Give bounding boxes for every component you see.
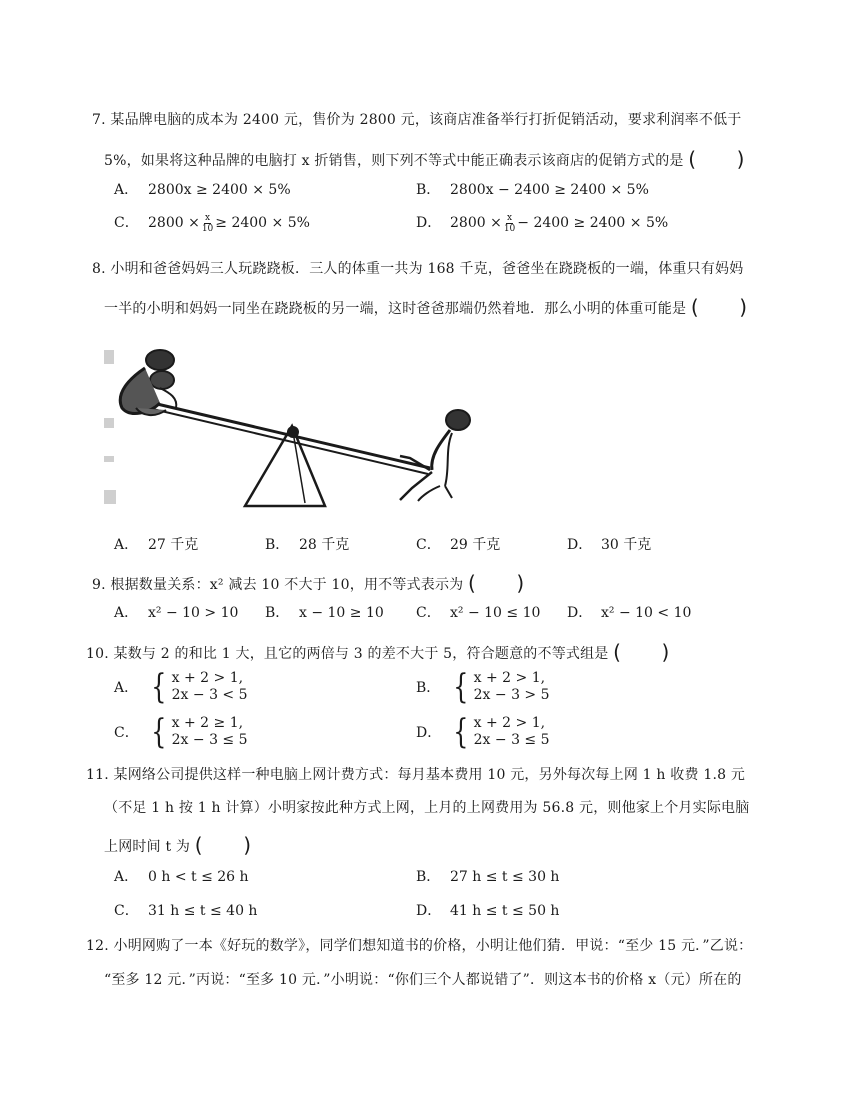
q12-stem-line1: 12. 小明网购了一本《好玩的数学》，同学们想知道书的价格，小明让他们猜．甲说：“至少 15 元．”乙说： bbox=[86, 938, 753, 954]
option-pre: 2800 × bbox=[450, 215, 502, 231]
option-text: 2800x − 2400 ≥ 2400 × 5% bbox=[450, 182, 649, 198]
q9-option-c[interactable] bbox=[416, 602, 540, 622]
option-label: A． bbox=[114, 869, 139, 885]
option-label: B． bbox=[416, 869, 441, 885]
option-label: D． bbox=[416, 725, 442, 741]
q7-answer-paren: ( ) bbox=[688, 147, 745, 171]
q7-option-a[interactable] bbox=[114, 179, 291, 199]
brace-icon: { bbox=[453, 712, 469, 752]
q9-option-b[interactable] bbox=[265, 602, 384, 622]
q10-stem-text: 10. 某数与 2 的和比 1 大，且它的两倍与 3 的差不大于 5，符合题意的不等式组是 bbox=[86, 646, 609, 662]
q10-option-b[interactable] bbox=[416, 667, 550, 707]
q7-stem-line2 bbox=[104, 143, 745, 172]
q10-answer-paren: ( ) bbox=[613, 640, 670, 664]
fraction-numerator: x bbox=[205, 212, 211, 223]
system-line-1: x + 2 ≥ 1, bbox=[171, 715, 244, 731]
fraction-denominator: 10 bbox=[503, 223, 516, 234]
q10-option-d[interactable] bbox=[416, 712, 550, 752]
option-label: B． bbox=[416, 680, 441, 696]
system-line-1: x + 2 > 1, bbox=[473, 715, 546, 731]
fraction bbox=[202, 213, 213, 234]
q8-stem-line1: 8. 小明和爸爸妈妈三人玩跷跷板．三人的体重一共为 168 千克，爸爸坐在跷跷板的一端，体重只有妈妈 bbox=[92, 261, 744, 277]
option-label: C． bbox=[114, 725, 139, 741]
option-text: 29 千克 bbox=[450, 537, 501, 553]
option-text: x² − 10 < 10 bbox=[601, 605, 692, 621]
q8-option-d[interactable] bbox=[567, 534, 651, 554]
fraction-numerator: x bbox=[507, 212, 513, 223]
q7-option-b[interactable] bbox=[416, 179, 649, 199]
option-label: A． bbox=[114, 680, 139, 696]
q8-option-c[interactable] bbox=[416, 534, 500, 554]
option-text: x − 10 ≥ 10 bbox=[299, 605, 384, 621]
option-text: 27 h ≤ t ≤ 30 h bbox=[450, 869, 560, 885]
system-line-2: 2x − 3 > 5 bbox=[473, 687, 550, 703]
option-text: 31 h ≤ t ≤ 40 h bbox=[148, 903, 258, 919]
q8-stem-text: 一半的小明和妈妈一同坐在跷跷板的另一端，这时爸爸那端仍然着地．那么小明的体重可能是 bbox=[104, 301, 687, 317]
q8-option-b[interactable] bbox=[265, 534, 349, 554]
option-post: ≥ 2400 × 5% bbox=[215, 215, 310, 231]
q12-stem-line2: “至多 12 元．”丙说：“至多 10 元．”小明说：“你们三个人都说错了”．则这本书的价格 x（元）所在的 bbox=[104, 972, 742, 988]
q8-stem-line2 bbox=[104, 291, 747, 320]
option-text: 27 千克 bbox=[148, 537, 199, 553]
option-label: C． bbox=[416, 605, 441, 621]
option-label: A． bbox=[114, 537, 139, 553]
q9-option-a[interactable] bbox=[114, 602, 238, 622]
system-line-1: x + 2 > 1, bbox=[473, 670, 546, 686]
option-text: 30 千克 bbox=[601, 537, 652, 553]
option-text: 0 h < t ≤ 26 h bbox=[148, 869, 249, 885]
q9-stem bbox=[92, 567, 524, 596]
option-label: D． bbox=[416, 215, 442, 231]
q7-option-c[interactable] bbox=[114, 212, 310, 234]
inequality-system bbox=[450, 667, 550, 707]
q10-stem bbox=[86, 636, 670, 665]
inequality-system bbox=[148, 667, 248, 707]
option-post: − 2400 ≥ 2400 × 5% bbox=[517, 215, 669, 231]
q7-option-d[interactable] bbox=[416, 212, 668, 234]
option-label: C． bbox=[114, 903, 139, 919]
option-label: D． bbox=[567, 537, 593, 553]
q9-option-d[interactable] bbox=[567, 602, 691, 622]
q9-stem-text: 9. 根据数量关系：x² 减去 10 不大于 10，用不等式表示为 bbox=[92, 577, 464, 593]
q11-stem-text: 上网时间 t 为 bbox=[104, 839, 191, 855]
option-label: C． bbox=[416, 537, 441, 553]
option-label: D． bbox=[416, 903, 442, 919]
fraction bbox=[504, 213, 515, 234]
option-pre: 2800 × bbox=[148, 215, 200, 231]
option-text: 41 h ≤ t ≤ 50 h bbox=[450, 903, 560, 919]
option-label: A． bbox=[114, 605, 139, 621]
q11-option-c[interactable] bbox=[114, 900, 257, 920]
system-line-2: 2x − 3 ≤ 5 bbox=[473, 732, 550, 748]
option-text: 28 千克 bbox=[299, 537, 350, 553]
system-line-2: 2x − 3 ≤ 5 bbox=[171, 732, 248, 748]
q11-stem-line3 bbox=[104, 829, 251, 858]
q11-option-d[interactable] bbox=[416, 900, 559, 920]
option-text: 2800x ≥ 2400 × 5% bbox=[148, 182, 291, 198]
system-line-2: 2x − 3 < 5 bbox=[171, 687, 248, 703]
option-text: x² − 10 ≤ 10 bbox=[450, 605, 541, 621]
option-label: B． bbox=[265, 537, 290, 553]
inequality-system bbox=[148, 712, 248, 752]
fraction-denominator: 10 bbox=[201, 223, 214, 234]
q9-answer-paren: ( ) bbox=[468, 571, 525, 595]
q10-option-c[interactable] bbox=[114, 712, 248, 752]
option-label: A． bbox=[114, 182, 139, 198]
option-label: C． bbox=[114, 215, 139, 231]
q10-option-a[interactable] bbox=[114, 667, 248, 707]
q8-answer-paren: ( ) bbox=[690, 295, 748, 319]
system-line-1: x + 2 > 1, bbox=[171, 670, 244, 686]
inequality-system bbox=[450, 712, 550, 752]
brace-icon: { bbox=[151, 667, 167, 707]
option-label: B． bbox=[265, 605, 290, 621]
q11-answer-paren: ( ) bbox=[194, 833, 252, 857]
option-label: B． bbox=[416, 182, 441, 198]
q11-option-a[interactable] bbox=[114, 866, 249, 886]
q7-stem-text: 5%，如果将这种品牌的电脑打 x 折销售，则下列不等式中能正确表示该商店的促销方式的是 bbox=[104, 153, 684, 169]
q11-option-b[interactable] bbox=[416, 866, 559, 886]
seesaw-illustration bbox=[100, 338, 500, 518]
option-label: D． bbox=[567, 605, 593, 621]
q7-stem-line1: 7. 某品牌电脑的成本为 2400 元，售价为 2800 元，该商店准备举行打折促销活动，要求利润率不低于 bbox=[92, 112, 742, 128]
option-text: x² − 10 > 10 bbox=[148, 605, 239, 621]
q11-stem-line2: （不足 1 h 按 1 h 计算）小明家按此种方式上网，上月的上网费用为 56.8 元，则他家上个月实际电脑 bbox=[104, 800, 750, 816]
q8-option-a[interactable] bbox=[114, 534, 198, 554]
q11-stem-line1: 11. 某网络公司提供这样一种电脑上网计费方式：每月基本费用 10 元，另外每次每上网 1 h 收费 1.8 元 bbox=[86, 767, 746, 783]
brace-icon: { bbox=[453, 667, 469, 707]
brace-icon: { bbox=[151, 712, 167, 752]
